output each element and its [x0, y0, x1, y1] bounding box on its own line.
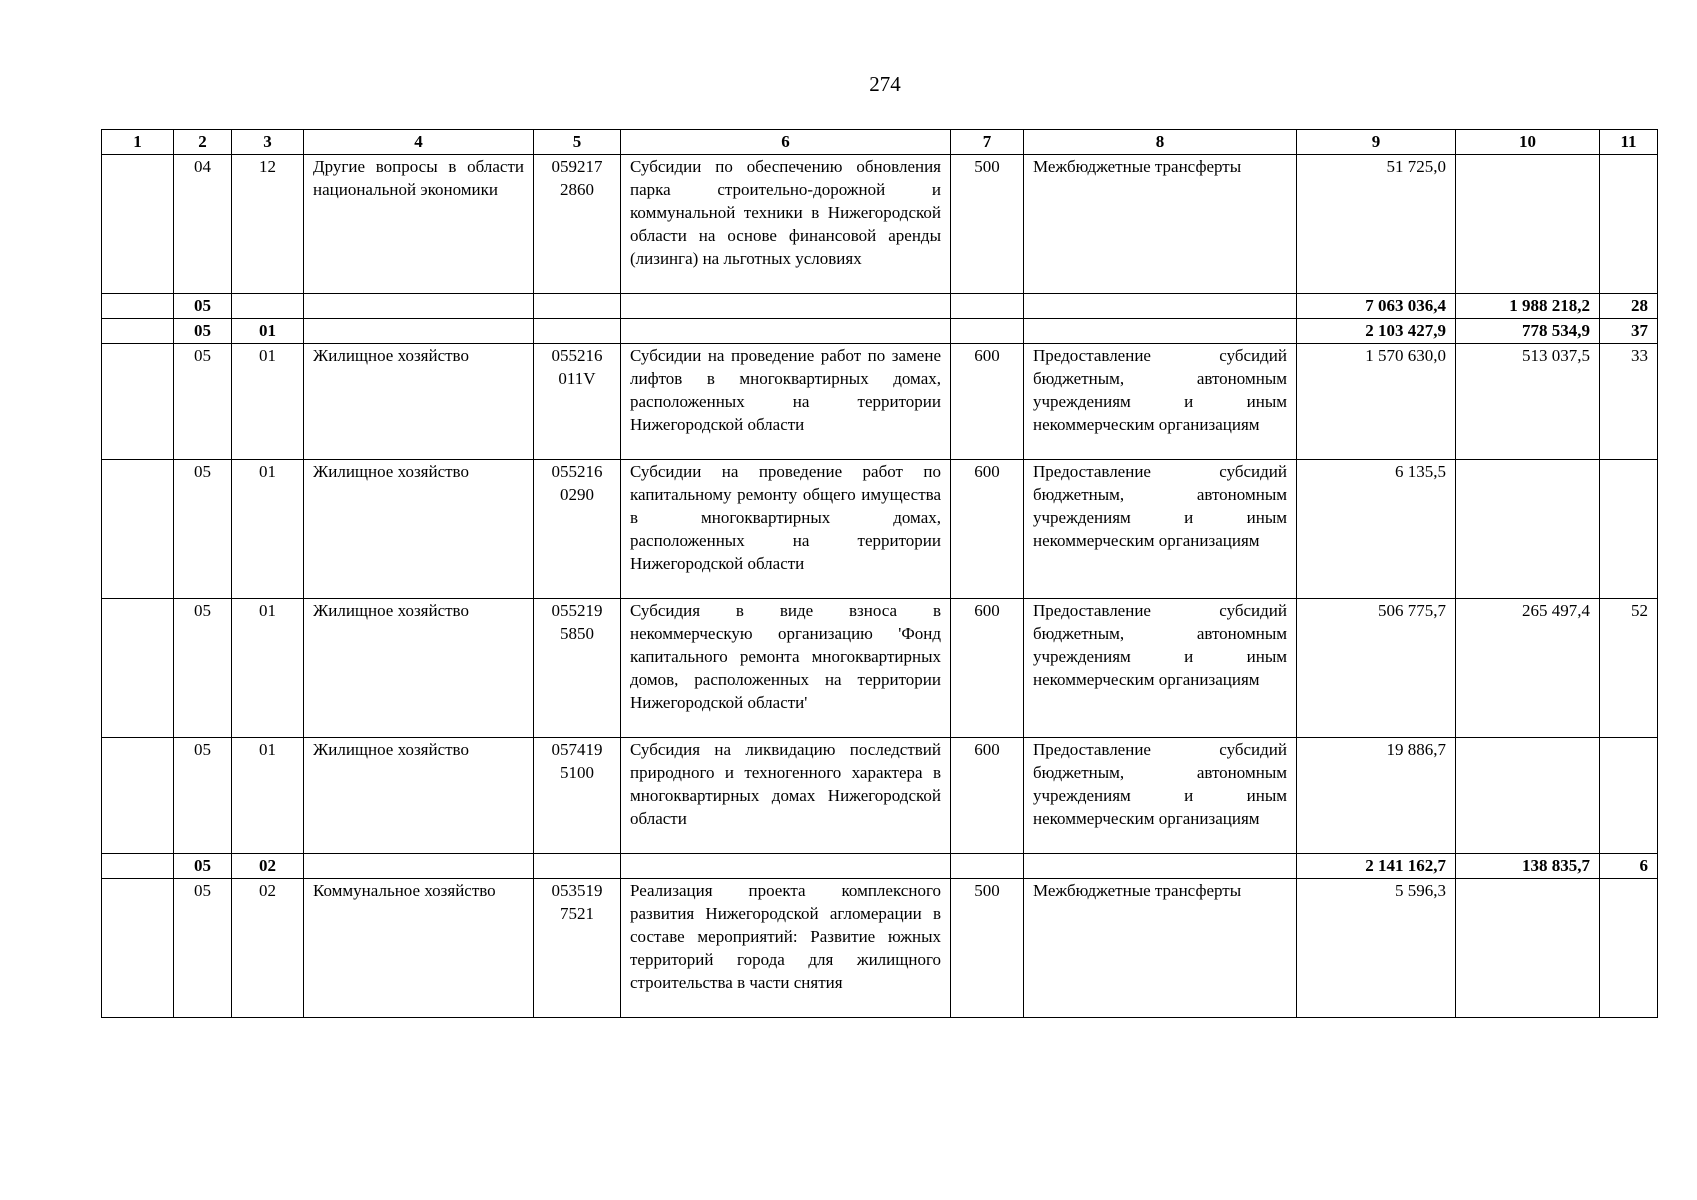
cell-expense-name: Предоставление субсидий бюджетным, автономным учреждениям и иным некоммерческим организациям — [1024, 738, 1297, 854]
cell-description: Субсидия на ликвидацию последствий природного и техногенного характера в многоквартирных домах Нижегородской области — [621, 738, 951, 854]
column-header: 5 — [534, 130, 621, 155]
cell-expense-type: 600 — [951, 738, 1024, 854]
column-header: 6 — [621, 130, 951, 155]
cell-section-name: Жилищное хозяйство — [304, 738, 534, 854]
cell-target-code: 057419 5100 — [534, 738, 621, 854]
column-header: 10 — [1456, 130, 1600, 155]
cell-description — [621, 319, 951, 344]
cell-expense-type — [951, 294, 1024, 319]
cell-description: Субсидия в виде взноса в некоммерческую организацию 'Фонд капитального ремонта многоквартирных домов, расположенных на территории Нижегородской области' — [621, 599, 951, 738]
table-row — [102, 879, 1658, 1018]
cell-subsection — [232, 294, 304, 319]
cell-amount-2: 265 497,4 — [1456, 599, 1600, 738]
cell-section-name — [304, 854, 534, 879]
cell-subsection: 01 — [232, 738, 304, 854]
cell-expense-type: 500 — [951, 879, 1024, 1018]
cell-section: 05 — [174, 854, 232, 879]
cell-section: 05 — [174, 460, 232, 599]
cell-share — [1600, 879, 1658, 1018]
table-row — [102, 344, 1658, 460]
cell-amount-2: 778 534,9 — [1456, 319, 1600, 344]
cell-amount: 2 141 162,7 — [1297, 854, 1456, 879]
cell-description: Субсидии на проведение работ по замене лифтов в многоквартирных домах, расположенных на территории Нижегородской области — [621, 344, 951, 460]
cell-subsection: 01 — [232, 599, 304, 738]
cell-expense-type: 600 — [951, 344, 1024, 460]
cell-description: Субсидии на проведение работ по капитальному ремонту общего имущества в многоквартирных домах, расположенных на территории Нижегородской области — [621, 460, 951, 599]
cell-description — [621, 854, 951, 879]
cell-target-code — [534, 854, 621, 879]
table-row — [102, 738, 1658, 854]
cell-col1 — [102, 738, 174, 854]
cell-section: 05 — [174, 294, 232, 319]
cell-section: 05 — [174, 599, 232, 738]
cell-section-name: Коммунальное хозяйство — [304, 879, 534, 1018]
cell-section: 05 — [174, 344, 232, 460]
cell-amount: 2 103 427,9 — [1297, 319, 1456, 344]
cell-amount: 19 886,7 — [1297, 738, 1456, 854]
cell-target-code — [534, 294, 621, 319]
cell-expense-type: 600 — [951, 460, 1024, 599]
cell-col1 — [102, 344, 174, 460]
summary-row — [102, 294, 1658, 319]
column-header: 11 — [1600, 130, 1658, 155]
cell-amount-2 — [1456, 738, 1600, 854]
cell-expense-name: Предоставление субсидий бюджетным, автономным учреждениям и иным некоммерческим организациям — [1024, 460, 1297, 599]
summary-row — [102, 854, 1658, 879]
cell-expense-type: 600 — [951, 599, 1024, 738]
budget-table — [101, 129, 1658, 1018]
cell-col1 — [102, 155, 174, 294]
column-header: 4 — [304, 130, 534, 155]
cell-section: 05 — [174, 738, 232, 854]
cell-share: 6 — [1600, 854, 1658, 879]
cell-description: Субсидии по обеспечению обновления парка строительно-дорожной и коммунальной техники в Нижегородской области на основе финансовой аренды (лизинга) на льготных условиях — [621, 155, 951, 294]
cell-subsection: 01 — [232, 344, 304, 460]
cell-subsection: 01 — [232, 319, 304, 344]
cell-amount: 51 725,0 — [1297, 155, 1456, 294]
table-row — [102, 155, 1658, 294]
header-row — [102, 130, 1658, 155]
cell-amount-2 — [1456, 879, 1600, 1018]
cell-amount-2: 138 835,7 — [1456, 854, 1600, 879]
cell-subsection: 02 — [232, 879, 304, 1018]
column-header: 8 — [1024, 130, 1297, 155]
cell-target-code: 055216 0290 — [534, 460, 621, 599]
cell-expense-name: Межбюджетные трансферты — [1024, 155, 1297, 294]
cell-col1 — [102, 319, 174, 344]
cell-col1 — [102, 294, 174, 319]
cell-target-code — [534, 319, 621, 344]
cell-expense-type — [951, 319, 1024, 344]
cell-subsection: 12 — [232, 155, 304, 294]
cell-col1 — [102, 854, 174, 879]
cell-amount: 5 596,3 — [1297, 879, 1456, 1018]
cell-amount: 506 775,7 — [1297, 599, 1456, 738]
cell-section-name: Жилищное хозяйство — [304, 344, 534, 460]
cell-section-name — [304, 294, 534, 319]
cell-expense-name: Предоставление субсидий бюджетным, автономным учреждениям и иным некоммерческим организациям — [1024, 599, 1297, 738]
cell-amount: 1 570 630,0 — [1297, 344, 1456, 460]
cell-share: 37 — [1600, 319, 1658, 344]
cell-section-name — [304, 319, 534, 344]
cell-amount-2: 513 037,5 — [1456, 344, 1600, 460]
cell-share: 33 — [1600, 344, 1658, 460]
cell-expense-type — [951, 854, 1024, 879]
cell-share — [1600, 738, 1658, 854]
cell-share — [1600, 155, 1658, 294]
cell-target-code: 055216 011V — [534, 344, 621, 460]
page-number: 274 — [869, 72, 901, 96]
cell-section: 05 — [174, 879, 232, 1018]
cell-description: Реализация проекта комплексного развития Нижегородской агломерации в составе мероприятий: Развитие южных территорий города для жилищного строительства в части снятия — [621, 879, 951, 1018]
cell-share — [1600, 460, 1658, 599]
column-header: 3 — [232, 130, 304, 155]
cell-target-code: 059217 2860 — [534, 155, 621, 294]
cell-col1 — [102, 460, 174, 599]
summary-row — [102, 319, 1658, 344]
cell-share: 28 — [1600, 294, 1658, 319]
cell-subsection: 01 — [232, 460, 304, 599]
table-row — [102, 599, 1658, 738]
cell-share: 52 — [1600, 599, 1658, 738]
cell-description — [621, 294, 951, 319]
cell-section: 04 — [174, 155, 232, 294]
cell-expense-name — [1024, 854, 1297, 879]
cell-expense-name — [1024, 294, 1297, 319]
cell-amount: 7 063 036,4 — [1297, 294, 1456, 319]
cell-section-name: Жилищное хозяйство — [304, 460, 534, 599]
table-row — [102, 460, 1658, 599]
cell-amount-2 — [1456, 155, 1600, 294]
column-header: 1 — [102, 130, 174, 155]
column-header: 9 — [1297, 130, 1456, 155]
column-header: 7 — [951, 130, 1024, 155]
cell-section-name: Другие вопросы в области национальной экономики — [304, 155, 534, 294]
cell-expense-name — [1024, 319, 1297, 344]
cell-expense-type: 500 — [951, 155, 1024, 294]
cell-amount: 6 135,5 — [1297, 460, 1456, 599]
cell-section-name: Жилищное хозяйство — [304, 599, 534, 738]
cell-expense-name: Предоставление субсидий бюджетным, автономным учреждениям и иным некоммерческим организациям — [1024, 344, 1297, 460]
cell-target-code: 055219 5850 — [534, 599, 621, 738]
cell-subsection: 02 — [232, 854, 304, 879]
cell-amount-2: 1 988 218,2 — [1456, 294, 1600, 319]
cell-expense-name: Межбюджетные трансферты — [1024, 879, 1297, 1018]
cell-target-code: 053519 7521 — [534, 879, 621, 1018]
cell-section: 05 — [174, 319, 232, 344]
cell-col1 — [102, 599, 174, 738]
cell-col1 — [102, 879, 174, 1018]
cell-amount-2 — [1456, 460, 1600, 599]
column-header: 2 — [174, 130, 232, 155]
